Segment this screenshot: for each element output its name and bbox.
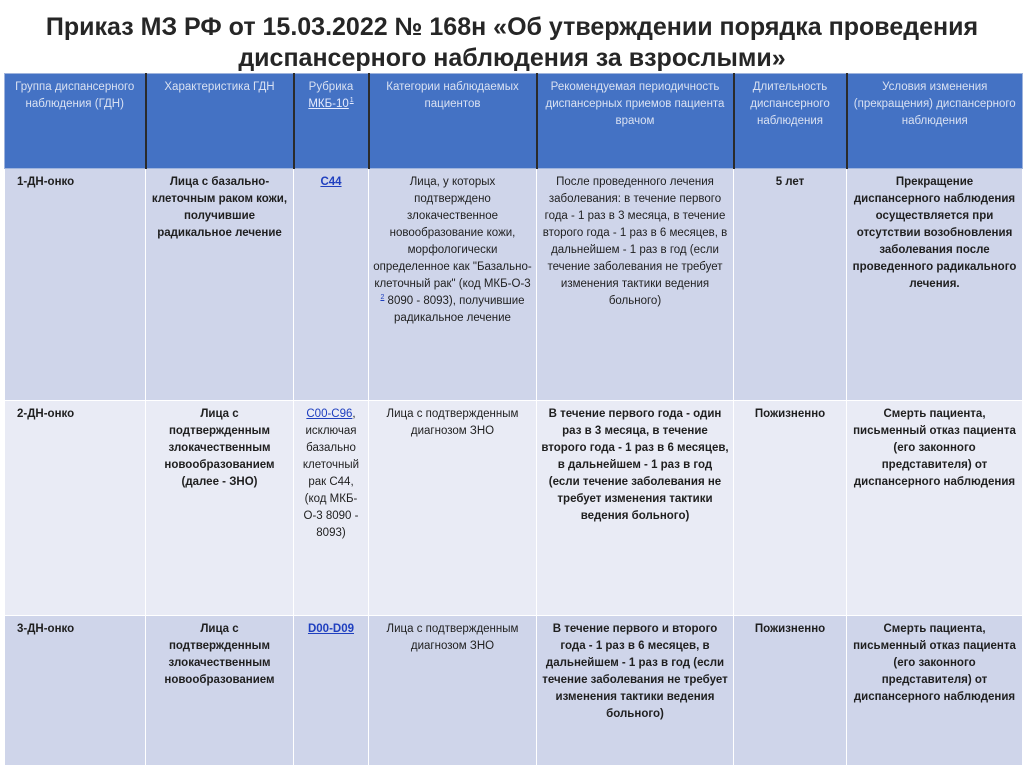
cell-characteristic: Лица с подтвержденным злокачественным новообразованием — [146, 616, 294, 766]
cell-duration: Пожизненно — [734, 616, 847, 766]
table-row — [5, 616, 1023, 766]
cell-conditions: Прекращение диспансерного наблюдения осуществляется при отсутствии возобновления заболевания после проведенного радикального лечения. — [847, 169, 1023, 401]
header-conditions: Условия изменения (прекращения) диспансерного наблюдения — [847, 74, 1023, 169]
rubric-rest: , исключая базально клеточный рак C44, (код МКБ-О-3 8090 - 8093) — [302, 408, 360, 539]
rubric-link[interactable]: C44 — [320, 176, 342, 188]
cell-rubric — [294, 169, 369, 401]
header-group: Группа диспансерного наблюдения (ГДН) — [5, 74, 146, 169]
cell-categories — [369, 616, 537, 766]
header-rubric — [294, 74, 369, 169]
header-periodicity: Рекомендуемая периодичность диспансерных приемов пациента врачом — [537, 74, 734, 169]
cell-duration: Пожизненно — [734, 401, 847, 616]
table-row — [5, 169, 1023, 401]
cell-categories — [369, 401, 537, 616]
cell-periodicity: После проведенного лечения заболевания: в течение первого года - 1 раз в 3 месяца, в течение второго года - 1 раз в 6 месяцев, в дальнейшем - 1 раз в год (если течение заболевания не требует изменения тактики ведения больного) — [537, 169, 734, 401]
cell-rubric — [294, 401, 369, 616]
table-header-row — [5, 74, 1023, 169]
rubric-link[interactable]: C00-C96 — [306, 408, 353, 420]
cell-group: 2-ДН-онко — [5, 401, 146, 616]
rubric-link[interactable]: D00-D09 — [307, 623, 355, 635]
cell-rubric — [294, 616, 369, 766]
categories-text: Лица, у которых подтверждено злокачественное новообразование кожи, морфологически определенное как "Базально-клеточный рак" (код МКБ-О-3 — [373, 176, 532, 290]
header-rubric-prefix: Рубрика — [308, 81, 354, 93]
categories-footnote[interactable]: 2 — [380, 294, 385, 302]
header-rubric-link[interactable]: МКБ-10 — [308, 98, 349, 110]
header-duration: Длительность диспансерного наблюдения — [734, 74, 847, 169]
slide-title-line2: диспансерного наблюдения за взрослыми» — [238, 44, 786, 72]
cell-group: 1-ДН-онко — [5, 169, 146, 401]
cell-periodicity: В течение первого и второго года - 1 раз в 6 месяцев, в дальнейшем - 1 раз в год (если течение заболевания не требует изменения тактики ведения больного) — [537, 616, 734, 766]
slide-title — [0, 12, 1024, 74]
cell-characteristic: Лица с базально-клеточным раком кожи, получившие радикальное лечение — [146, 169, 294, 401]
header-rubric-footnote[interactable]: 1 — [349, 97, 354, 105]
cell-group: 3-ДН-онко — [5, 616, 146, 766]
cell-conditions: Смерть пациента, письменный отказ пациента (его законного представителя) от диспансерного наблюдения — [847, 616, 1023, 766]
cell-duration: 5 лет — [734, 169, 847, 401]
cell-conditions: Смерть пациента, письменный отказ пациента (его законного представителя) от диспансерного наблюдения — [847, 401, 1023, 616]
header-characteristic: Характеристика ГДН — [146, 74, 294, 169]
categories-text-cont: 8090 - 8093), получившие радикальное лечение — [387, 295, 525, 324]
header-categories: Категории наблюдаемых пациентов — [369, 74, 537, 169]
cell-characteristic: Лица с подтвержденным злокачественным новообразованием (далее - ЗНО) — [146, 401, 294, 616]
slide-title-line1: Приказ МЗ РФ от 15.03.2022 № 168н «Об утверждении порядка проведения — [45, 13, 979, 41]
categories-text: Лица с подтвержденным диагнозом ЗНО — [386, 623, 519, 652]
table-row — [5, 401, 1023, 616]
cell-categories — [369, 169, 537, 401]
cell-periodicity: В течение первого года - один раз в 3 месяца, в течение второго года - 1 раз в 6 месяцев, в дальнейшем - 1 раз в год (если течение заболевания не требует изменения тактики ведения больного) — [537, 401, 734, 616]
categories-text: Лица с подтвержденным диагнозом ЗНО — [386, 408, 519, 437]
dispensary-table — [4, 73, 1023, 766]
